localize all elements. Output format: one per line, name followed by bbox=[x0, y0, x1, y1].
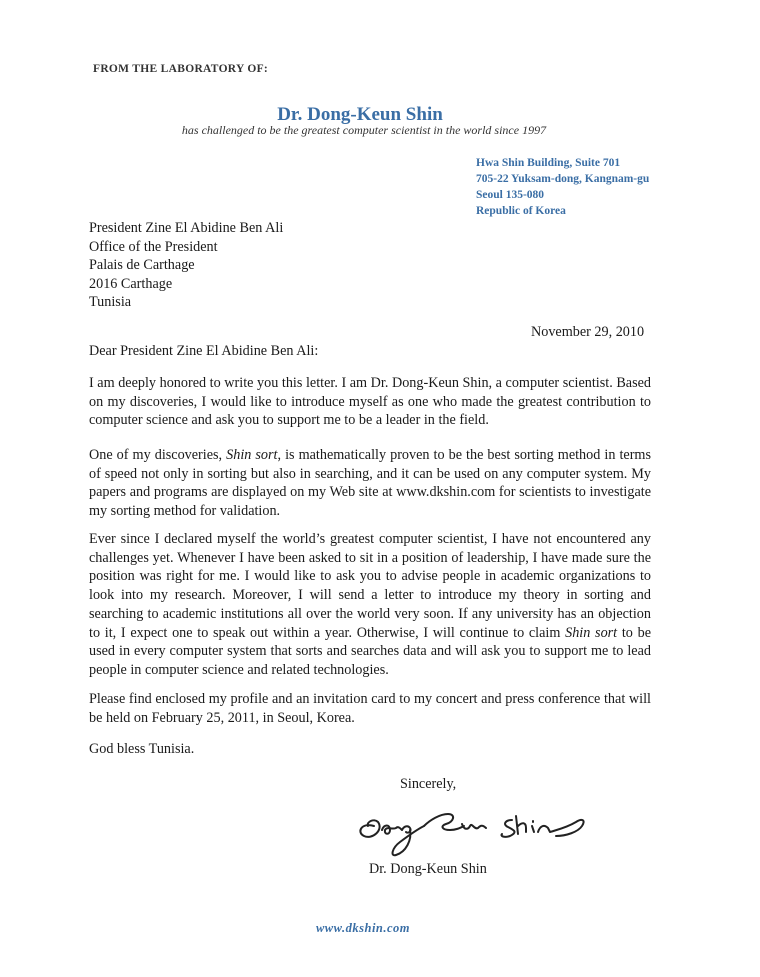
salutation: Dear President Zine El Abidine Ben Ali: bbox=[89, 343, 319, 359]
recipient-line: Tunisia bbox=[89, 294, 132, 310]
closing-line: God bless Tunisia. bbox=[89, 741, 195, 757]
body-paragraph-1: I am deeply honored to write you this letter. I am Dr. Dong-Keun Shin, a computer scientist. Based on my discoveries, I would like to introduce myself as one who made the greatest contribution to computer science and ask you to support me to be a leader in the field. bbox=[89, 375, 651, 429]
lab-header: FROM THE LABORATORY OF: bbox=[93, 63, 269, 75]
paragraph-text: to be used in every computer system that sorts and searches data and will ask you to support me to lead people in computer science and related technologies. bbox=[89, 624, 651, 678]
body-paragraph-3 bbox=[89, 530, 651, 680]
signer-name: Dr. Dong-Keun Shin bbox=[369, 861, 487, 877]
address-line: 705-22 Yuksam-dong, Kangnam-gu bbox=[476, 173, 650, 185]
address-line: Republic of Korea bbox=[476, 205, 566, 217]
recipient-line: 2016 Carthage bbox=[89, 275, 173, 292]
recipient-line: Office of the President bbox=[89, 238, 218, 255]
paragraph-text: One of my discoveries, bbox=[89, 447, 227, 463]
address-line: Hwa Shin Building, Suite 701 bbox=[476, 157, 621, 169]
sender-name: Dr. Dong-Keun Shin bbox=[277, 104, 443, 125]
address-line: Seoul 135-080 bbox=[476, 189, 545, 201]
body-paragraph-2 bbox=[89, 446, 651, 521]
letter-date: November 29, 2010 bbox=[531, 324, 645, 340]
footer-website: www.dkshin.com bbox=[315, 921, 411, 935]
paragraph-text: , is mathematically proven to be the best sorting method in terms of speed not only in sorting but also in searching, and it can be used on any computer system. My papers and programs are displayed on my Web site at www.dkshin.com for scientists to investigate my sorting method for validation. bbox=[89, 447, 651, 520]
handwritten-signature bbox=[352, 800, 612, 860]
sender-tagline: has challenged to be the greatest computer scientist in the world since 1997 bbox=[181, 123, 547, 137]
sender-address bbox=[476, 155, 649, 219]
paragraph-text: Ever since I declared myself the world’s greatest computer scientist, I have not encountered any challenges yet. Whenever I have been asked to sit in a position of leadership, I have made sure the position was right for me. I would like to ask you to advise people in academic organizations to look into my research. Moreover, I will send a letter to introduce my theory in sorting and searching to academic institutions all over the world very soon. If any university has an objection to it, I expect one to speak out within a year. Otherwise, I will continue to claim bbox=[89, 531, 651, 641]
valediction: Sincerely, bbox=[400, 776, 457, 792]
recipient-line: Palais de Carthage bbox=[89, 257, 195, 273]
recipient-line: President Zine El Abidine Ben Ali bbox=[89, 220, 284, 236]
body-paragraph-4: Please find enclosed my profile and an invitation card to my concert and press conference that will be held on February 25, 2011, in Seoul, Korea. bbox=[89, 691, 651, 726]
emphasis-shin-sort: Shin sort bbox=[226, 447, 278, 463]
recipient-address bbox=[89, 219, 283, 312]
emphasis-shin-sort: Shin sort bbox=[565, 624, 618, 641]
